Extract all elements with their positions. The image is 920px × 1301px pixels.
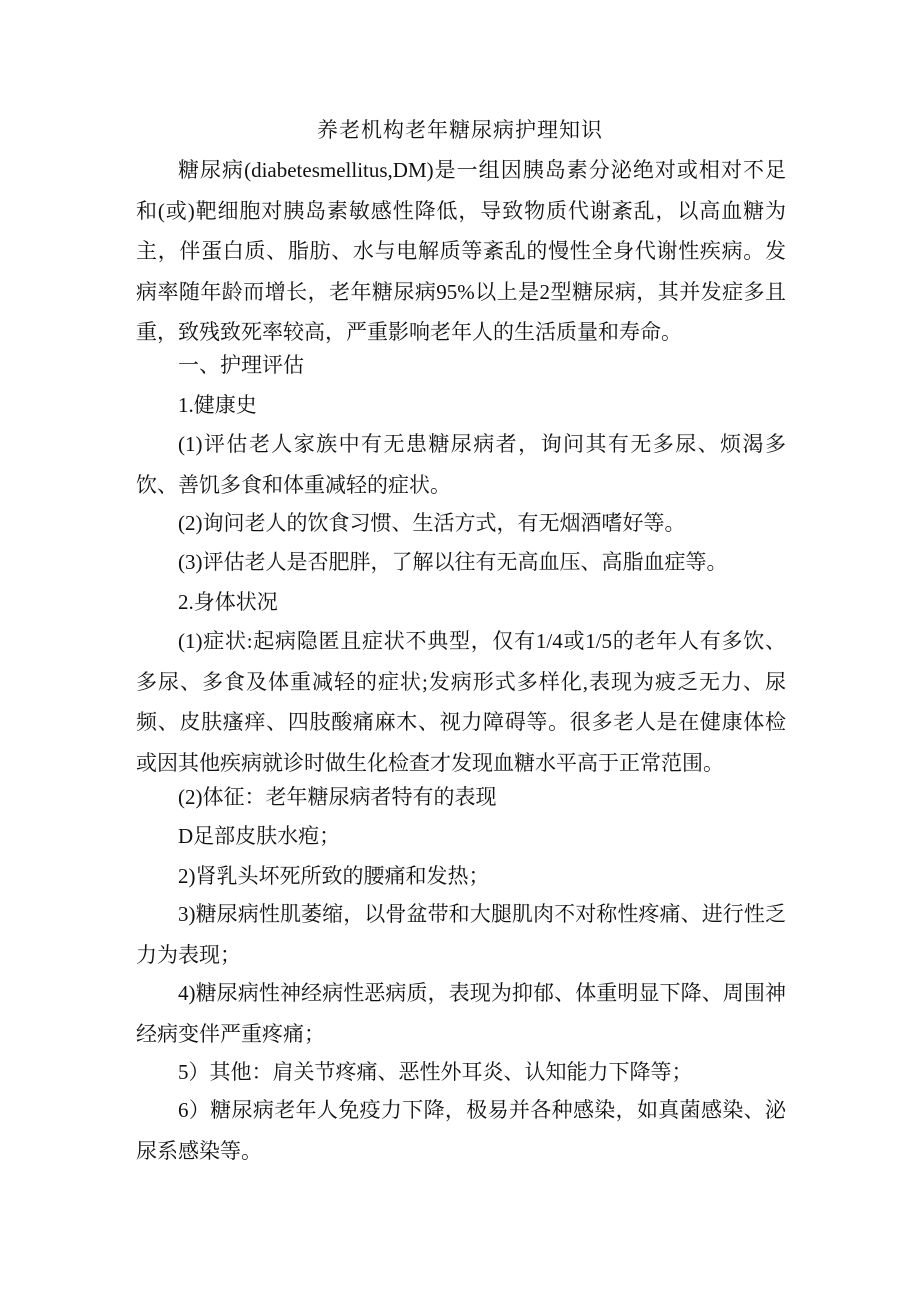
list-item-6: 6）糖尿病老年人免疫力下降，极易并各种感染，如真菌感染、泌尿系感染等。 (136, 1098, 786, 1163)
list-item-4: 4)糖尿病性神经病性恶病质，表现为抑郁、体重明显下降、周围神经病变伴严重疼痛； (136, 981, 786, 1046)
paragraph-signs: (2)体征：老年糖尿病者特有的表现 (178, 785, 497, 809)
document-title: 养老机构老年糖尿病护理知识 (317, 118, 603, 142)
subheading-physical-status: 2.身体状况 (178, 590, 278, 614)
paragraph-intro: 糖尿病(diabetesmellitus,DM)是一组因胰岛素分泌绝对或相对不足和(或)靶细胞对胰岛素敏感性降低，导致物质代谢紊乱，以高血糖为主，伴蛋白质、脂肪、水与电解质等紊乱的慢性全身代谢性疾病。发病率随年龄而增长，老年糖尿病95%以上是2型糖尿病，其并发症多且重，致残致死率较高，严重影响老年人的生活质量和寿命。 (136, 158, 786, 344)
paragraph-history-2: (2)询问老人的饮食习惯、生活方式，有无烟酒嗜好等。 (178, 511, 686, 535)
list-item-2: 2)肾乳头坏死所致的腰痛和发热； (178, 864, 490, 888)
subheading-health-history: 1.健康史 (178, 393, 257, 417)
paragraph-symptoms: (1)症状:起病隐匿且症状不典型，仅有1/4或1/5的老年人有多饮、多尿、多食及体重减轻的症状;发病形式多样化,表现为疲乏无力、尿频、皮肤瘙痒、四肢酸痛麻木、视力障碍等。很多老人是在健康体检或因其他疾病就诊时做生化检查才发现血糖水平高于正常范围。 (136, 629, 786, 775)
list-item-1: D足部皮肤水疱； (178, 824, 341, 848)
list-item-3: 3)糖尿病性肌萎缩，以骨盆带和大腿肌肉不对称性疼痛、进行性乏力为表现； (136, 902, 786, 967)
section-heading-nursing-assessment: 一、护理评估 (178, 353, 304, 377)
paragraph-history-1: (1)评估老人家族中有无患糖尿病者，询问其有无多尿、烦渴多饮、善饥多食和体重减轻的症状。 (136, 432, 786, 497)
list-item-5: 5）其他：肩关节疼痛、恶性外耳炎、认知能力下降等； (178, 1060, 693, 1084)
paragraph-history-3: (3)评估老人是否肥胖，了解以往有无高血压、高脂血症等。 (178, 550, 728, 574)
